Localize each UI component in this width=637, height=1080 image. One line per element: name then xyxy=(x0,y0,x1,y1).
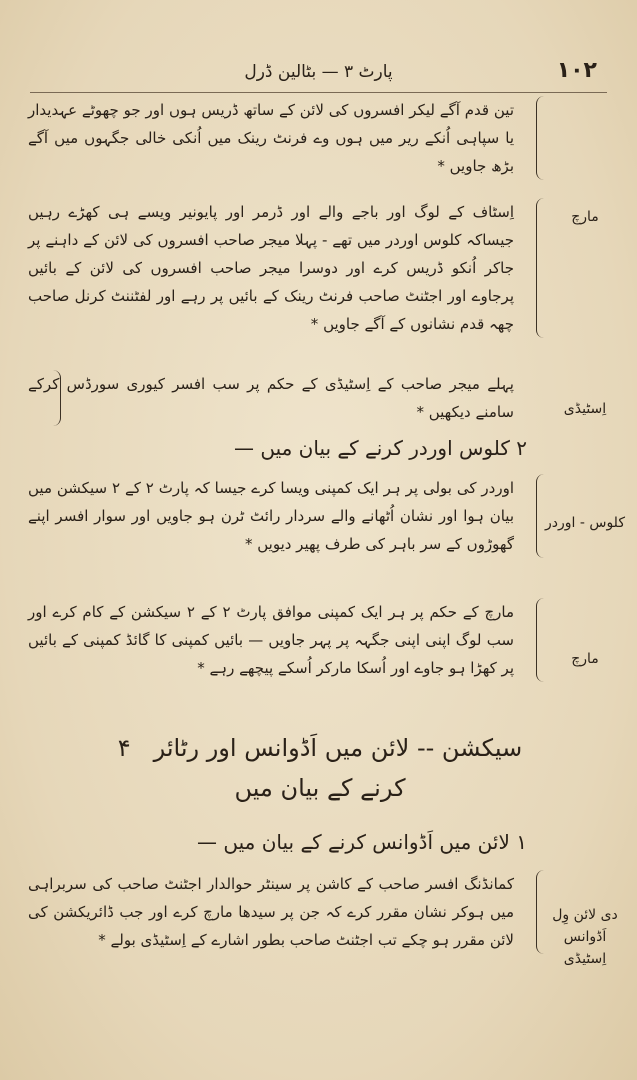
paragraph-4 xyxy=(28,474,528,558)
paragraph-1 xyxy=(28,96,528,180)
margin-line-2: اَڈوانس xyxy=(563,929,607,945)
margin-note-march-2: مارچ xyxy=(571,651,599,667)
page-header xyxy=(30,52,607,93)
running-title: پارٹ ٣ — بٹالین ڈرل xyxy=(244,62,393,82)
section-4-title-line2: کرنے کے بیان میں xyxy=(234,774,406,802)
section-4-title-line1: سیکشن -- لائن میں اَڈوانس اور رٹائر xyxy=(153,734,523,762)
margin-note-line-advance xyxy=(540,904,630,970)
margin-note-march: مارچ xyxy=(571,209,599,225)
paragraph-text: پہلے میجر صاحب کے اِسٹیڈی کے حکم پر سب افسر کیوری سورڈس کرکے سامنے دیکھیں * xyxy=(28,375,514,421)
paragraph-5 xyxy=(28,598,528,682)
margin-note-close-order: کلوس - اوردر xyxy=(545,515,625,531)
paragraph-text: کمانڈنگ افسر صاحب کے کاشن پر سینٹر حوالدار اجٹنٹ صاحب کی سربراہی میں ہوکر نشان مقرر کرے کہ جن پر سیدھا مارچ کرے اور جب ڈائریکشن کی لائن مقرر ہو چکے تب اجٹنٹ صاحب بطور اشارے کے اِسٹیڈی بولے * xyxy=(28,875,514,949)
margin-line-1: دی لائن وِل xyxy=(552,907,618,923)
sub-section-heading: ١ لائن میں اَڈوانس کرنے کے بیان میں — xyxy=(197,830,527,854)
paragraph-2 xyxy=(28,198,528,338)
paragraph-3 xyxy=(28,370,528,426)
paragraph-text: اوردر کی بولی پر ہر ایک کمپنی ویسا کرے جیسا کہ پارٹ ٢ کے ٢ سیکشن میں بیان ہوا اور نشان اُٹھانے والے سردار رائٹ ٹرن ہو جاویں اور سوار افسر اپنے گھوڑوں کے سر باہر کی طرف پھیر دیویں * xyxy=(28,479,514,553)
margin-note-steady: اِسٹیڈی xyxy=(563,401,607,417)
brace xyxy=(536,96,549,180)
paragraph-6 xyxy=(28,870,528,954)
section-4-heading xyxy=(40,728,600,808)
page-number: ١٠٢ xyxy=(556,58,597,83)
margin-line-3: اِسٹیڈی xyxy=(563,951,607,967)
brace xyxy=(48,370,61,426)
section-heading-close-order: ٢ کلوس اوردر کرنے کے بیان میں — xyxy=(233,436,527,460)
paragraph-text: مارچ کے حکم پر ہر ایک کمپنی موافق پارٹ ٢ کے ٢ سیکشن کے کام کرے اور سب لوگ اپنی اپنی جگہہ پر پہر جاویں — بائیں کمپنی کا گائڈ کمپنی کے بائیں پر کھڑا ہو جاوے اور اُسکا مارکر اُسکے پیچھے رہے * xyxy=(28,603,515,677)
section-4-number: ۴ xyxy=(117,734,131,762)
paragraph-text: اِسٹاف کے لوگ اور باجے والے اور ڈرمر اور پایونیر ویسے ہی کھڑے رہیں جیساکہ کلوس اوردر میں تھے - پہلا میجر صاحب افسروں کی لائن کے داہنے پر جاکر اُنکو ڈریس کرے اور دوسرا میجر صاحب افسروں کی لائن کے بائیں پرجاوے اور اجٹنٹ صاحب فرنٹ رینک کے بائیں پر رہے اور لفٹننٹ کرنل صاحب چھہ قدم نشانوں کے آگے جاویں * xyxy=(28,203,514,333)
paragraph-text: تین قدم آگے لیکر افسروں کی لائن کے ساتھ ڈریس ہوں اور جو چھوٹے عہدیدار یا سپاہی اُنکے ریر میں ہوں وے فرنٹ رینک میں اُنکی خالی جگہوں میں آگے بڑھ جاویں * xyxy=(28,101,514,175)
